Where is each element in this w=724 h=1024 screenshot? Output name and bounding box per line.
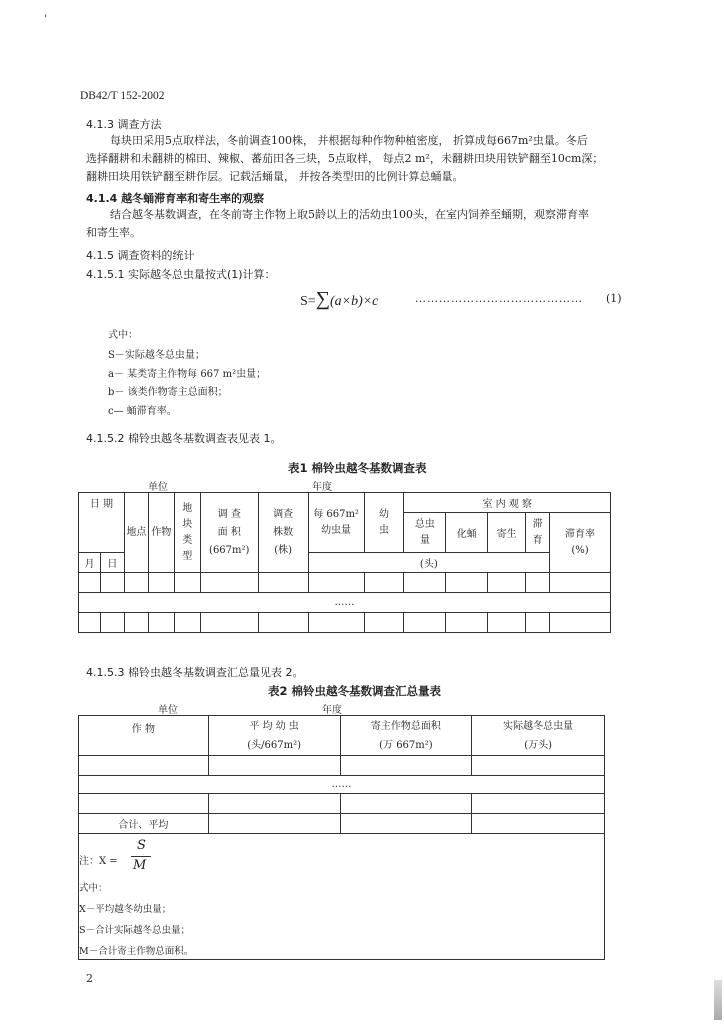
th-pupated: 化蛹	[446, 513, 488, 553]
th-parasitized: 寄生	[488, 513, 526, 553]
t2-th-avg-label: 平 均 幼 虫	[249, 720, 299, 732]
heading-4-1-5: 4.1.5 调查资料的统计	[86, 249, 195, 262]
table2-year-label: 年度	[322, 705, 342, 716]
table1-year-label: 年度	[312, 482, 332, 493]
note-where-m: M－合计寄主作物总面积。	[79, 946, 194, 957]
formula-dots: ……………………………………	[415, 292, 583, 305]
s413-line-3: 翻耕田块用铁铲翻至耕作层。记载活蛹量， 并按各类型田的比例计算总蛹量。	[86, 170, 464, 183]
note-where-x: X－平均越冬幼虫量；	[79, 904, 172, 915]
t2-th-area-label: 寄主作物总面积	[370, 720, 441, 732]
table1-unit	[148, 478, 264, 493]
formula-number: (1)	[606, 292, 622, 305]
formula-lhs: S=	[300, 294, 316, 309]
th-month: 月	[79, 553, 101, 573]
th-crop: 作物	[148, 493, 174, 573]
table-row	[79, 756, 605, 776]
table2-note	[79, 834, 605, 960]
table2	[78, 715, 605, 960]
heading-4-1-5-2: 4.1.5.2 棉铃虫越冬基数调查表见表 1。	[86, 432, 282, 445]
table-row	[79, 613, 611, 633]
t2-th-area	[340, 716, 472, 756]
heading-4-1-4: 4.1.4 越冬蛹滞育率和寄生率的观察	[86, 192, 265, 205]
scan-edge	[714, 980, 722, 1020]
t2-total-label: 合计、平均	[79, 814, 209, 834]
t2-th-total-unit: (万头)	[524, 739, 553, 751]
note-where-label: 式中：	[79, 883, 108, 894]
th-indoor: 室 内 观 察	[404, 493, 611, 513]
table2-note-row	[79, 834, 605, 960]
page-number: 2	[86, 972, 93, 985]
where-item-a: a－ 某类寄主作物每 667 m²虫量；	[108, 369, 267, 380]
corner-mark: '	[44, 14, 47, 25]
th-diapause: 滞 育	[526, 513, 550, 553]
table-row	[79, 794, 605, 814]
where-item-b: b－ 该类作物寄主总面积；	[108, 387, 228, 398]
s413-line-2: 选择翻耕和未翻耕的棉田、辣椒、蕃茄田各三块，5点取样， 每点2 m²，未翻耕田块用铁铲翻至10cm深；	[86, 152, 604, 165]
table-row-ellipsis	[79, 776, 605, 794]
table1-ellipsis: ……	[79, 593, 611, 613]
table2-ellipsis: ……	[79, 776, 605, 794]
th-survey-area: 调 查 面 积 (667m²)	[200, 493, 258, 573]
t2-th-avg-unit: (头/667m²)	[247, 739, 301, 751]
table2-unit-label: 单位	[158, 705, 178, 716]
sum-symbol: ∑	[315, 288, 330, 310]
where-item-c: c— 蛹滞育率。	[108, 406, 177, 417]
t2-th-area-unit: (万 667m²)	[379, 739, 433, 751]
table2-caption: 表2 棉铃虫越冬基数调查汇总量表	[268, 684, 442, 698]
where-item-s: S－实际越冬总虫量；	[108, 350, 205, 361]
fraction-bar	[131, 856, 151, 857]
th-location: 地点	[124, 493, 148, 573]
table1	[78, 492, 611, 633]
th-plot-type: 地块类型	[174, 493, 200, 573]
heading-4-1-3: 4.1.3 调查方法	[86, 118, 162, 131]
th-larvae: 幼 虫	[364, 493, 404, 553]
where-label: 式中：	[108, 330, 138, 341]
note-den: M	[133, 858, 147, 873]
note-num: S	[137, 838, 146, 853]
th-total-insects: 总虫 量	[404, 513, 446, 553]
t2-th-total	[472, 716, 605, 756]
note-where	[79, 878, 193, 962]
table1-unit-label: 单位	[148, 482, 168, 493]
th-day: 日	[100, 553, 124, 573]
formula-body: (a×b)×c	[329, 294, 379, 309]
th-per667: 每 667m² 幼虫量	[308, 493, 364, 553]
t2-th-total-label: 实际越冬总虫量	[503, 720, 574, 732]
note-prefix: 注：X =	[79, 856, 118, 867]
s413-line-1: 每块田采用5点取样法，冬前调查100株， 并根据每种作物种植密度， 折算成每667m²虫量。冬后	[110, 134, 588, 147]
th-diapause-rate: 滞育率 (%)	[550, 513, 611, 573]
s414-line-2: 和寄生率。	[86, 226, 141, 239]
table2-unit	[158, 701, 276, 716]
standard-number: DB42/T 152-2002	[80, 90, 165, 102]
table1-year	[312, 478, 418, 493]
t2-th-crop: 作 物	[79, 716, 209, 756]
th-date: 日 期	[79, 493, 125, 513]
th-survey-plants: 调查 株数 (株)	[258, 493, 308, 573]
t2-th-avg	[208, 716, 340, 756]
table2-year	[322, 701, 432, 716]
table-row	[79, 573, 611, 593]
note-where-s: S－合计实际越冬总虫量；	[79, 925, 191, 936]
table-row-ellipsis	[79, 593, 611, 613]
th-unit-head: (头)	[308, 553, 549, 573]
table-row-total	[79, 814, 605, 834]
heading-4-1-5-3: 4.1.5.3 棉铃虫越冬基数调查汇总量见表 2。	[86, 666, 304, 679]
heading-4-1-5-1: 4.1.5.1 实际越冬总虫量按式(1)计算：	[86, 268, 276, 281]
table1-caption: 表1 棉铃虫越冬基数调查表	[288, 461, 427, 475]
formula-1	[300, 288, 378, 311]
s414-line-1: 结合越冬基数调查，在冬前寄主作物上取5龄以上的活幼虫100头，在室内饲养至蛹期，观察滞育率	[110, 208, 589, 221]
